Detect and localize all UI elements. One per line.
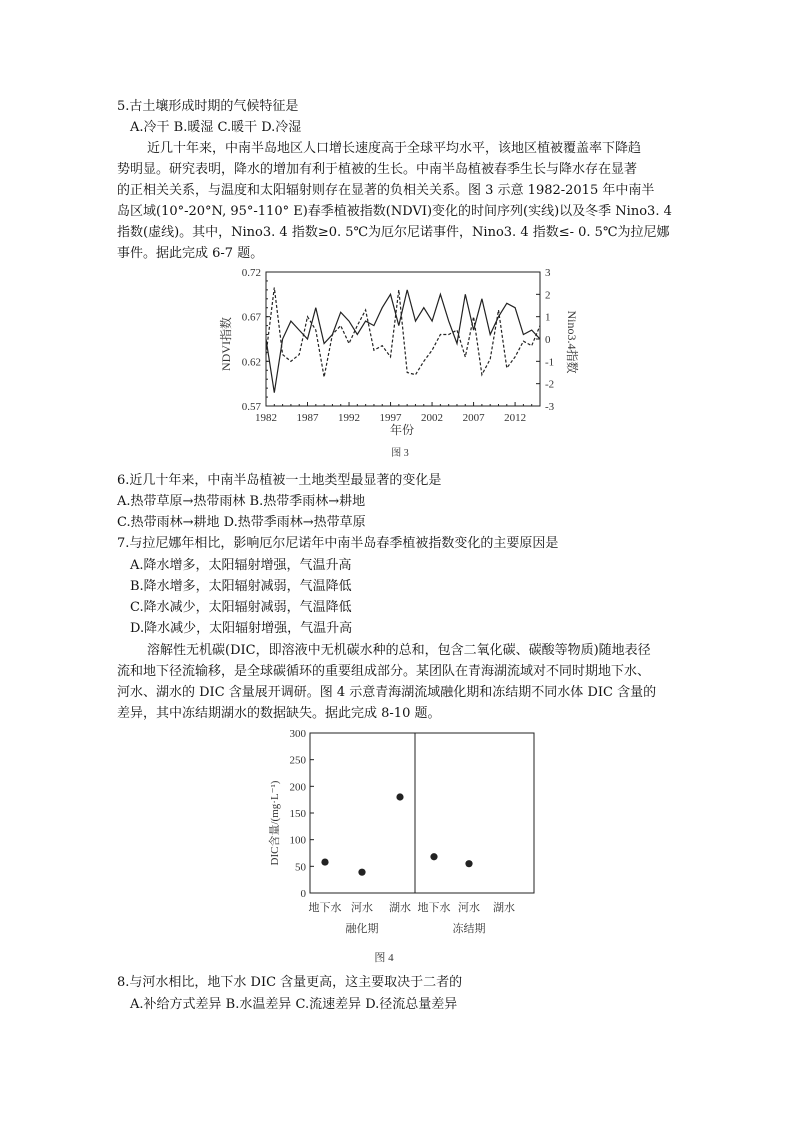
nino34-dashed-line: [266, 288, 540, 377]
fig4-y-tick-label: 150: [289, 808, 306, 820]
fig4-group-label: 冻结期: [452, 923, 486, 935]
fig3-right-tick-label: -3: [545, 401, 555, 413]
fig3-left-ylabel: NDVI指数: [219, 317, 233, 371]
passage1-line: 指数(虚线)。其中，Nino3. 4 指数≥0. 5℃为厄尔尼诺事件，Nino3. 4 指数≤- 0. 5℃为拉尼娜: [117, 225, 670, 240]
fig3-right-tick-label: 1: [545, 311, 551, 324]
q7-option: B.降水增多，太阳辐射减弱，气温降低: [130, 579, 352, 594]
passage1-line: 的正相关关系，与温度和太阳辐射则存在显著的负相关关系。图 3 示意 1982-2015 年中南半: [117, 183, 655, 198]
fig4-y-tick-label: 200: [289, 781, 306, 794]
q8-stem: 8.与河水相比，地下水 DIC 含量更高，这主要取决于二者的: [117, 975, 463, 990]
figure-3-chart: [210, 262, 580, 460]
fig4-x-label: 河水: [458, 902, 480, 914]
fig4-x-label: 地下水: [308, 902, 342, 914]
q6-options-line2: C.热带雨林→耕地 D.热带季雨林→热带草原: [117, 515, 366, 530]
fig3-right-tick-label: 2: [545, 289, 551, 302]
fig3-right-tick-label: 3: [545, 267, 551, 279]
fig4-y-tick-label: 50: [295, 861, 306, 874]
q7-option: D.降水减少，太阳辐射增强，气温升高: [130, 621, 353, 636]
q6-stem: 6.近几十年来，中南半岛植被一土地类型最显著的变化是: [117, 473, 442, 488]
passage2-line: 流和地下径流输移，是全球碳循环的重要组成部分。某团队在青海湖流域对不同时期地下水、: [117, 664, 651, 679]
fig3-right-ylabel: Nino3.4指数: [565, 310, 579, 374]
q5-options: A.冷干 B.暖湿 C.暖干 D.冷湿: [130, 120, 302, 135]
fig4-x-label: 湖水: [493, 902, 515, 914]
fig4-data-point: [465, 860, 472, 867]
fig4-ylabel: DIC含量/(mg·L⁻¹): [269, 780, 281, 866]
passage1-line: 近几十年来，中南半岛地区人口增长速度高于全球平均水平，该地区植被覆盖率下降趋: [147, 141, 642, 156]
q5-stem: 5.古土壤形成时期的气候特征是: [117, 99, 299, 114]
fig3-left-tick-label: 0.57: [241, 401, 261, 413]
fig4-y-tick-label: 100: [289, 834, 306, 847]
fig4-x-label: 河水: [351, 902, 373, 914]
fig3-right-tick-label: 0: [545, 334, 551, 346]
ndvi-solid-line: [266, 290, 540, 393]
fig4-data-point: [358, 869, 365, 876]
passage2-line: 河水、湖水的 DIC 含量展开调研。图 4 示意青海湖流域融化期和冻结期不同水体 DIC 含量的: [117, 685, 657, 700]
fig3-right-tick-label: -1: [545, 356, 555, 369]
fig3-left-tick-label: 0.67: [241, 311, 261, 324]
fig3-left-tick-label: 0.72: [241, 267, 261, 279]
fig3-left-tick-label: 0.62: [241, 356, 261, 369]
q8-options: A.补给方式差异 B.水温差异 C.流速差异 D.径流总量差异: [130, 997, 458, 1012]
fig3-x-tick-label: 2002: [421, 412, 444, 424]
figure-4-chart: [262, 725, 538, 970]
fig3-x-tick-label: 2007: [462, 412, 485, 424]
fig3-right-tick-label: -2: [545, 378, 555, 391]
fig4-y-tick-label: 300: [289, 728, 306, 740]
fig4-data-point: [396, 793, 403, 800]
fig3-x-tick-label: 1992: [338, 412, 361, 424]
fig4-y-tick-label: 250: [289, 754, 306, 767]
passage1-line: 岛区域(10°-20°N, 95°-110° E)春季植被指数(NDVI)变化的时间序列(实线)以及冬季 Nino3. 4: [117, 204, 672, 219]
fig3-x-tick-label: 1997: [379, 412, 402, 424]
fig3-caption: 图 3: [391, 448, 409, 459]
fig3-x-tick-label: 2012: [504, 412, 527, 424]
fig4-plot-frame: [310, 733, 534, 893]
passage1-line: 势明显。研究表明，降水的增加有利于植被的生长。中南半岛植被春季生长与降水存在显著: [117, 162, 638, 177]
fig4-data-point: [430, 853, 437, 860]
fig4-x-label: 地下水: [417, 902, 451, 914]
fig4-group-label: 融化期: [345, 923, 379, 935]
fig3-x-tick-label: 1982: [255, 412, 277, 424]
passage2-line: 溶解性无机碳(DIC，即溶液中无机碳水种的总和，包含二氧化碳、碳酸等物质)随地表径: [147, 643, 651, 658]
q7-option: A.降水增多，太阳辐射增强，气温升高: [130, 558, 352, 573]
fig3-xlabel: 年份: [389, 423, 415, 437]
q7-stem: 7.与拉尼娜年相比，影响厄尔尼诺年中南半岛春季植被指数变化的主要原因是: [117, 536, 559, 551]
q7-option: C.降水减少，太阳辐射减弱，气温降低: [130, 600, 352, 615]
fig4-data-point: [321, 858, 328, 865]
passage2-line: 差异，其中冻结期湖水的数据缺失。据此完成 8-10 题。: [117, 706, 441, 721]
fig4-x-label: 湖水: [389, 902, 411, 914]
q6-options-line1: A.热带草原→热带雨林 B.热带季雨林→耕地: [117, 494, 366, 509]
fig4-caption: 图 4: [374, 952, 394, 964]
fig4-y-tick-label: 0: [300, 888, 306, 900]
passage1-line: 事件。据此完成 6-7 题。: [117, 246, 264, 261]
fig3-x-tick-label: 1987: [296, 412, 319, 424]
